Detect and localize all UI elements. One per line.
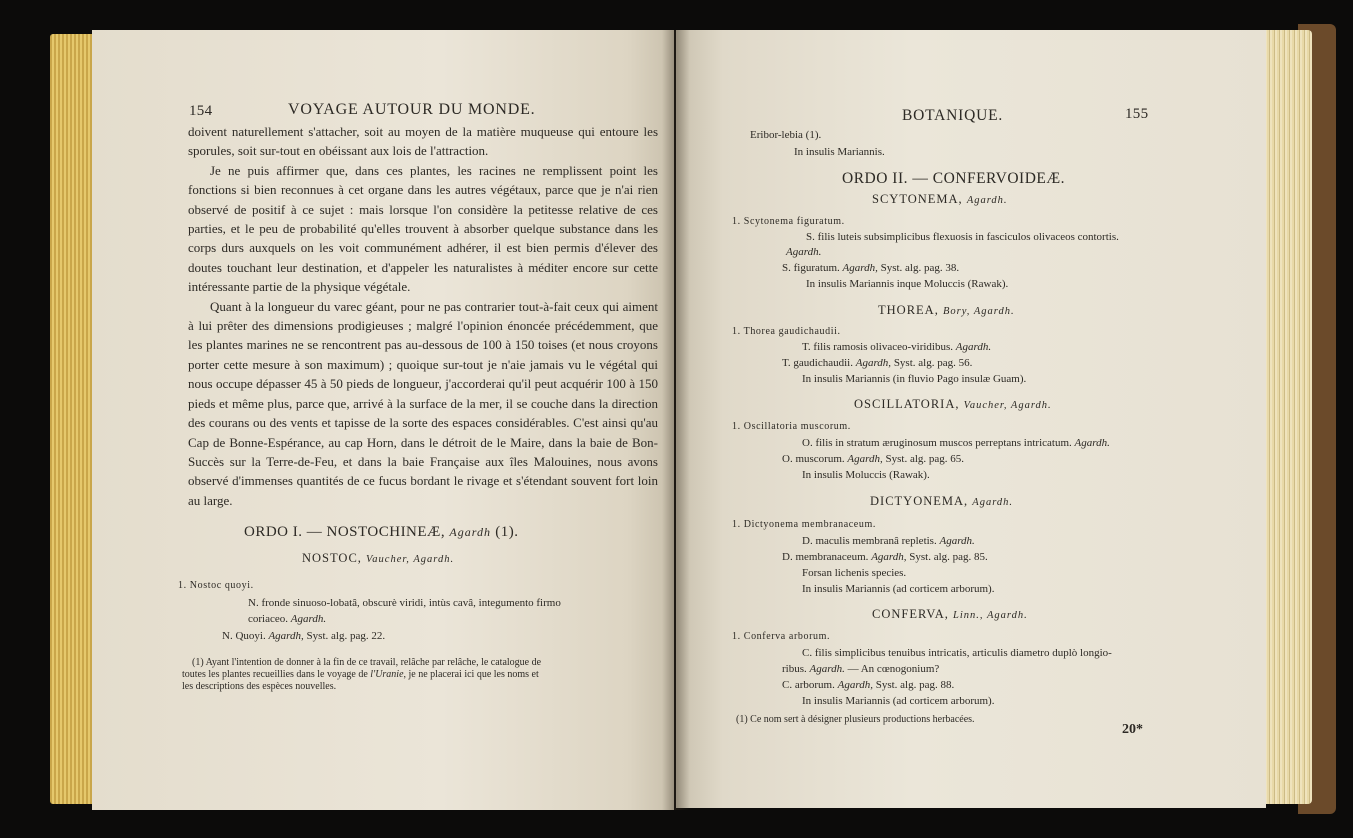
- oscillatoria-ref-text: Syst. alg. pag. 65.: [882, 453, 965, 465]
- dictyonema-line-2: [782, 551, 988, 563]
- ordo-1-heading: [244, 524, 518, 541]
- genus-scytonema-heading: [872, 192, 1008, 207]
- dictyonema-ref-name: D. membranaceum.: [782, 551, 872, 563]
- signature-mark: 20*: [1122, 722, 1143, 737]
- oscillatoria-line-2: [782, 453, 964, 465]
- top-entry-line-2: In insulis Mariannis.: [794, 146, 885, 158]
- oscillatoria-ref-name: O. muscorum.: [782, 453, 848, 465]
- thorea-desc: T. filis ramosis olivaceo-viridibus.: [802, 341, 956, 353]
- thorea-line-3: In insulis Mariannis (in fluvio Pago insulæ Guam).: [802, 373, 1027, 385]
- species-oscillatoria-muscorum: 1. Oscillatoria muscorum.: [732, 421, 851, 432]
- footnote-text-b: , je ne placerai ici que les noms et: [403, 669, 539, 680]
- genus-nostoc-author: Vaucher, Agardh.: [366, 554, 455, 565]
- thorea-line-1: [802, 341, 991, 353]
- conferva-ref-name: C. arborum.: [782, 679, 838, 691]
- left-body-text: [188, 122, 658, 510]
- conferva-ref-text: Syst. alg. pag. 88.: [872, 679, 955, 691]
- conferva-ref-author: Agardh,: [837, 679, 873, 691]
- species-scytonema-figuratum: 1. Scytonema figuratum.: [732, 216, 845, 227]
- genus-scytonema-title: SCYTONEMA,: [872, 192, 967, 206]
- oscillatoria-desc: O. filis in stratum æruginosum muscos perreptans intricatum.: [802, 437, 1075, 449]
- conferva-line-1: C. filis simplicibus tenuibus intricatis, articulis diametro duplò longio-: [802, 647, 1112, 659]
- species-desc-line-2: [248, 613, 326, 625]
- thorea-ref-name: T. gaudichaudii.: [782, 357, 856, 369]
- left-footnote-line-1: (1) Ayant l'intention de donner à la fin de ce travail, relâche par relâche, le catalogue de: [192, 657, 542, 668]
- paragraph-2: Je ne puis affirmer que, dans ces plantes, les racines ne remplissent point les fonctions si bien reconnues à cet organe dans les autres végétaux, parce que je n'ai rien observé de positif à ce sujet : mais lorsque l'on considère la petitesse relative de ces parties, et le peu de probabilité qu'elles trouvent à absorber quelque substance dans les corps durs auxquels on les voit communément adhérer, il est bien permis d'élever des doutes touchant leur destination, et d'appeler les naturalistes à méditer encore sur cette intéressante partie de la physique végétale.: [188, 162, 658, 295]
- conferva-line-4: In insulis Mariannis (ad corticem arborum).: [802, 695, 995, 707]
- species-ref-text: Syst. alg. pag. 22.: [303, 630, 386, 642]
- page-edges-left: [50, 34, 94, 804]
- scytonema-line-3: [782, 262, 959, 274]
- scytonema-ref-text: Syst. alg. pag. 38.: [877, 262, 960, 274]
- dictyonema-desc-author: Agardh.: [939, 535, 975, 547]
- genus-oscillatoria-heading: [854, 397, 1052, 412]
- thorea-desc-author: Agardh.: [955, 341, 992, 353]
- genus-nostoc-heading: [302, 551, 454, 566]
- thorea-ref-text: Syst. alg. pag. 56.: [891, 357, 973, 369]
- oscillatoria-ref-author: Agardh,: [847, 453, 883, 465]
- thorea-ref-author: Agardh,: [855, 357, 892, 369]
- species-ref-author: Agardh,: [268, 630, 304, 642]
- left-page-number: 154: [189, 103, 213, 119]
- ordo-1-ref: (1).: [490, 524, 519, 540]
- scytonema-line-2: [786, 246, 821, 258]
- dictyonema-desc: D. maculis membranâ repletis.: [802, 535, 940, 547]
- genus-thorea-heading: [878, 303, 1015, 318]
- conferva-desc-end: ribus.: [782, 663, 810, 675]
- dictyonema-ref-author: Agardh,: [871, 551, 907, 563]
- genus-scytonema-author: Agardh.: [966, 195, 1008, 206]
- genus-conferva-heading: [872, 607, 1028, 622]
- page-edges-right: [1262, 30, 1312, 804]
- ordo-1-author: Agardh: [449, 525, 491, 539]
- dictyonema-line-4: In insulis Mariannis (ad corticem arborum).: [802, 583, 995, 595]
- species-reference: [222, 630, 385, 642]
- dictyonema-line-3: Forsan lichenis species.: [802, 567, 907, 579]
- left-running-head: VOYAGE AUTOUR DU MONDE.: [288, 101, 536, 118]
- scytonema-ref-name: S. figuratum.: [782, 262, 843, 274]
- right-running-head: BOTANIQUE.: [902, 107, 1004, 124]
- species-desc-author: Agardh.: [290, 613, 327, 625]
- top-entry-line-1: Eribor-lebia (1).: [750, 129, 822, 141]
- thorea-line-2: [782, 357, 972, 369]
- scytonema-line-1: S. filis luteis subsimplicibus flexuosis in fasciculos olivaceos contortis.: [806, 231, 1119, 243]
- scytonema-ref-author: Agardh,: [842, 262, 878, 274]
- dictyonema-line-1: [802, 535, 975, 547]
- species-conferva-arborum: 1. Conferva arborum.: [732, 631, 831, 642]
- scytonema-line-4: In insulis Mariannis inque Moluccis (Rawak).: [806, 278, 1009, 290]
- right-page-number: 155: [1125, 106, 1149, 122]
- right-footnote: (1) Ce nom sert à désigner plusieurs productions herbacées.: [736, 714, 975, 725]
- species-desc-text: coriaceo.: [248, 613, 291, 625]
- ordo-1-title: ORDO I. — NOSTOCHINEÆ,: [244, 524, 450, 540]
- left-footnote-line-3: les descriptions des espèces nouvelles.: [182, 681, 337, 692]
- genus-nostoc-title: NOSTOC,: [302, 551, 367, 565]
- dictyonema-ref-text: Syst. alg. pag. 85.: [906, 551, 988, 563]
- conferva-desc-note: — An cœnogonium?: [844, 663, 940, 675]
- paragraph-1: doivent naturellement s'attacher, soit au moyen de la matière muqueuse qui entoure les sporules, soit sur-tout en obéissant aux lois de l'attraction.: [188, 124, 658, 159]
- oscillatoria-line-1: [802, 437, 1110, 449]
- genus-thorea-author: Bory, Agardh.: [942, 306, 1015, 317]
- footnote-ship-name: l'Uranie: [370, 669, 404, 680]
- species-dictyonema-membranaceum: 1. Dictyonema membranaceum.: [732, 519, 876, 530]
- species-ref-name: N. Quoyi.: [222, 630, 269, 642]
- genus-thorea-title: THOREA,: [878, 303, 943, 317]
- right-page: [676, 30, 1266, 808]
- conferva-desc-author: Agardh.: [809, 663, 845, 675]
- left-page: [92, 30, 674, 810]
- genus-oscillatoria-title: OSCILLATORIA,: [854, 397, 964, 411]
- genus-dictyonema-heading: [870, 494, 1013, 509]
- genus-dictyonema-author: Agardh.: [972, 497, 1014, 508]
- species-nostoc-quoyi: 1. Nostoc quoyi.: [178, 580, 254, 591]
- conferva-line-3: [782, 679, 954, 691]
- genus-dictyonema-title: DICTYONEMA,: [870, 494, 973, 508]
- genus-oscillatoria-author: Vaucher, Agardh.: [963, 400, 1052, 411]
- conferva-line-2: [782, 663, 939, 675]
- genus-conferva-title: CONFERVA,: [872, 607, 954, 621]
- species-thorea-gaudichaudii: 1. Thorea gaudichaudii.: [732, 326, 841, 337]
- footnote-text-a: toutes les plantes recueillies dans le voyage de: [182, 669, 371, 680]
- left-footnote-line-2: [182, 669, 539, 681]
- oscillatoria-line-3: In insulis Moluccis (Rawak).: [802, 469, 930, 481]
- scytonema-author-name: Agardh.: [786, 246, 822, 258]
- paragraph-3: Quant à la longueur du varec géant, pour ne pas contrarier tout-à-fait ceux qui aiment à lui prêter des dimensions prodigieuses ; malgré l'opinion énoncée précédemment, que les plantes marines ne se rencontrent pas au-dessous de 100 à 150 toises (et nous croyons porter cette mesure à son maximum) ; quoique sur-tout je n'aie jamais vu le végétal qui nous occupe dépasser 45 à 50 pieds de longueur, j'accorderai qu'il peut acquérir 100 à 150 pieds et même plus, parce que, arrivé à la surface de la mer, il se couche dans la direction des courans ou des vents et tapisse de la sorte des espaces considérables. C'est ainsi qu'au Cap de Bonne-Espérance, au cap Horn, dans le détroit de le Maire, dans la baie de Bon-Succès sur la Terre-de-Feu, et dans la baie Française aux îles Malouines, nous avons observé d'immenses quantités de ce fucus bordant le rivage et s'étendant souvent fort loin au large.: [188, 298, 658, 508]
- book-gutter: [662, 30, 690, 810]
- ordo-2-heading: ORDO II. — CONFERVOIDEÆ.: [842, 170, 1066, 187]
- oscillatoria-desc-author: Agardh.: [1074, 437, 1110, 449]
- genus-conferva-author: Linn., Agardh.: [953, 610, 1028, 621]
- species-desc-line-1: N. fronde sinuoso-lobatâ, obscurè viridi, intùs cavâ, integumento firmo: [248, 597, 561, 609]
